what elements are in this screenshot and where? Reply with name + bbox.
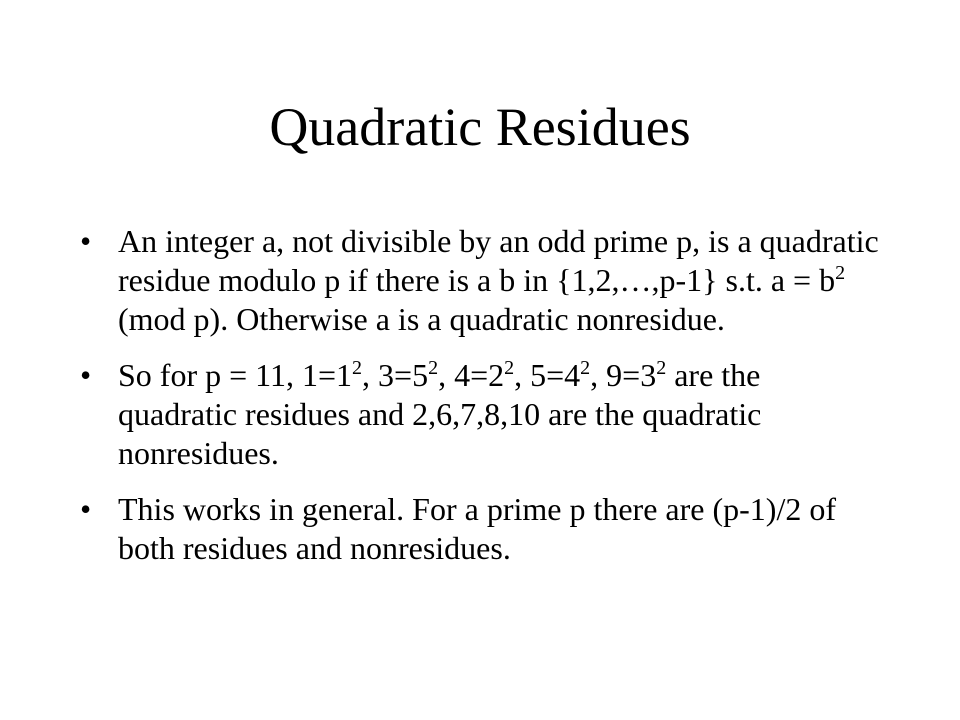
bullet-text: , 5=4 [514, 357, 581, 393]
superscript: 2 [835, 262, 846, 284]
bullet-text: (mod p). Otherwise a is a quadratic nonresidue. [118, 301, 725, 337]
superscript: 2 [428, 357, 439, 379]
bullet-dot-icon: • [80, 223, 92, 259]
bullet-dot-icon: • [80, 357, 92, 393]
bullet-item [80, 222, 880, 339]
bullet-list [80, 222, 880, 585]
slide-title: Quadratic Residues [269, 97, 691, 157]
bullet-text: This works in general. For a prime p there are (p-1)/2 of both residues and nonresidues. [118, 491, 836, 566]
bullet-text: are the quadratic residues and 2,6,7,8,10 are the quadratic nonresidues. [118, 357, 762, 471]
bullet-text: , 9=3 [590, 357, 657, 393]
bullet-item [80, 490, 880, 568]
bullet-item [80, 356, 880, 473]
superscript: 2 [656, 357, 667, 379]
bullet-text: An integer a, not divisible by an odd prime p, is a quadratic residue modulo p if there is a b in {1,2,…,p-1} s.t. a = b [118, 223, 879, 298]
bullet-text: So for p = 11, 1=1 [118, 357, 353, 393]
bullet-text: , 4=2 [438, 357, 505, 393]
bullet-text: , 3=5 [362, 357, 429, 393]
superscript: 2 [352, 357, 363, 379]
superscript: 2 [504, 357, 515, 379]
superscript: 2 [580, 357, 591, 379]
bullet-dot-icon: • [80, 491, 92, 527]
